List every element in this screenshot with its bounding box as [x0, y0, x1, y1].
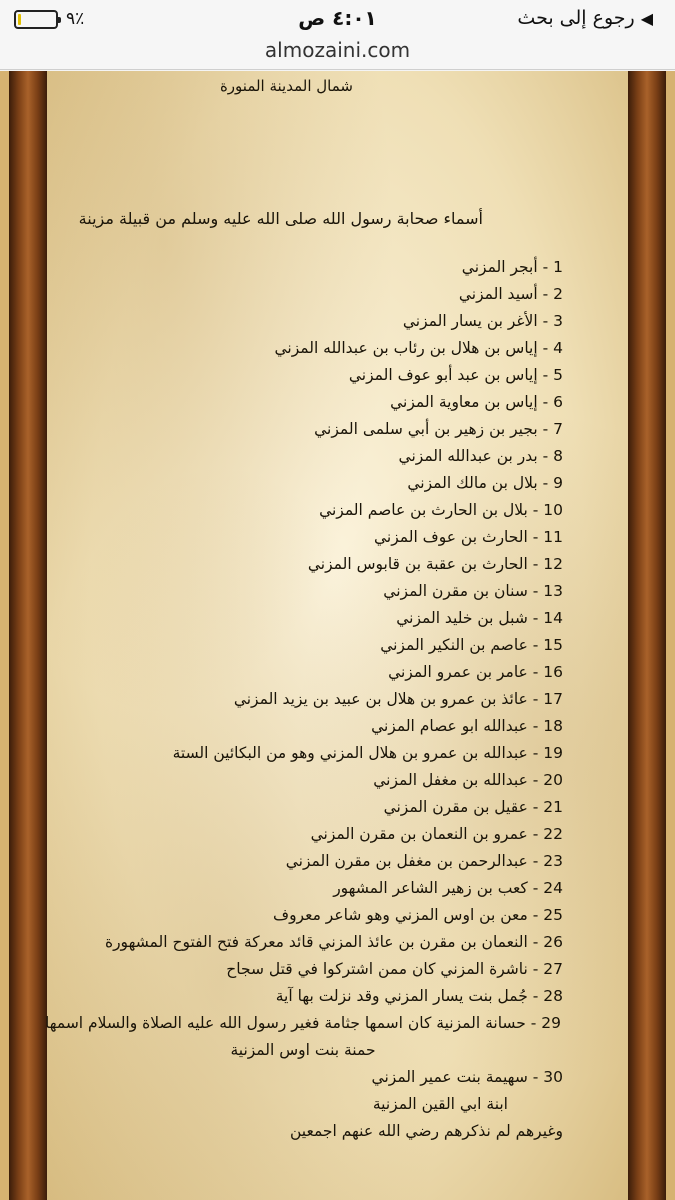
list-item: 17 - عائذ بن عمرو بن هلال بن عبيد بن يزيد المزني — [233, 690, 563, 708]
list-item: 13 - سنان بن مقرن المزني — [383, 582, 563, 600]
list-item: 9 - بلال بن مالك المزني — [407, 474, 563, 492]
list-item: ابنة ابي القين المزنية — [372, 1095, 508, 1113]
list-item: 27 - ناشرة المزني كان ممن اشتركوا في قتل سجاح — [226, 960, 563, 978]
back-caret-icon: ◀ — [640, 8, 653, 28]
location-text: شمال المدينة المنورة — [219, 77, 353, 95]
list-item: 28 - جُمل بنت يسار المزني وقد نزلت بها آية — [275, 987, 563, 1005]
companions-list — [43, 254, 563, 1145]
scroll-edge-left — [0, 71, 9, 1200]
list-item: 24 - كعب بن زهير الشاعر المشهور — [333, 879, 563, 897]
scroll-rod-left — [9, 71, 47, 1200]
parchment — [44, 71, 628, 1200]
list-item: 21 - عقيل بن مقرن المزني — [383, 798, 563, 816]
page-content — [0, 71, 675, 1200]
list-item: وغيرهم لم نذكرهم رضي الله عنهم اجمعين — [289, 1122, 563, 1140]
list-item: 23 - عبدالرحمن بن مغفل بن مقرن المزني — [285, 852, 563, 870]
scroll-rod-right — [628, 71, 666, 1200]
list-item: 19 - عبدالله بن عمرو بن هلال المزني وهو من البكائين الستة — [172, 744, 563, 762]
list-item: 26 - النعمان بن مقرن بن عائذ المزني قائد معركة فتح الفتوح المشهورة — [104, 933, 563, 951]
back-label: رجوع إلى بحث — [517, 7, 635, 29]
list-item: 30 - سهيمة بنت عمير المزني — [371, 1068, 563, 1086]
list-item: 1 - أبجر المزني — [461, 258, 563, 276]
list-item: 10 - بلال بن الحارث بن عاصم المزني — [319, 501, 563, 519]
list-item: 20 - عبدالله بن مغفل المزني — [373, 771, 563, 789]
list-item: 22 - عمرو بن النعمان بن مقرن المزني — [310, 825, 563, 843]
battery-percent: ٩٪ — [66, 9, 85, 29]
status-bar — [0, 0, 675, 36]
list-item: 4 - إياس بن هلال بن رئاب بن عبدالله المزني — [274, 339, 563, 357]
list-item: 5 - إياس بن عبد أبو عوف المزني — [348, 366, 563, 384]
list-item: 8 - بدر بن عبدالله المزني — [398, 447, 563, 465]
list-item: 12 - الحارث بن عقبة بن قابوس المزني — [307, 555, 563, 573]
list-heading: أسماء صحابة رسول الله صلى الله عليه وسلم من قبيلة مزينة — [78, 209, 483, 228]
list-item: 7 - بجير بن زهير بن أبي سلمى المزني — [314, 420, 563, 438]
list-item: 6 - إياس بن معاوية المزني — [390, 393, 563, 411]
scroll-edge-right — [666, 71, 675, 1200]
list-item: 3 - الأغر بن يسار المزني — [402, 312, 563, 330]
list-item: 14 - شبل بن خليد المزني — [396, 609, 563, 627]
list-item: 2 - أسيد المزني — [458, 285, 563, 303]
address-bar[interactable]: almozaini.com — [0, 36, 675, 70]
status-time: ٤:٠١ ص — [298, 6, 377, 30]
battery-icon — [14, 10, 58, 29]
list-item: 25 - معن بن اوس المزني وهو شاعر معروف — [273, 906, 563, 924]
list-item: 29 - حسانة المزنية كان اسمها جثامة فغير رسول الله عليه الصلاة والسلام اسمها حمنة بنت اوس المزنية — [44, 1014, 562, 1059]
battery-status — [14, 9, 84, 29]
list-item: 11 - الحارث بن عوف المزني — [373, 528, 563, 546]
list-item: 15 - عاصم بن النكير المزني — [380, 636, 563, 654]
list-item: 16 - عامر بن عمرو المزني — [388, 663, 563, 681]
list-item: 18 - عبدالله ابو عصام المزني — [371, 717, 563, 735]
